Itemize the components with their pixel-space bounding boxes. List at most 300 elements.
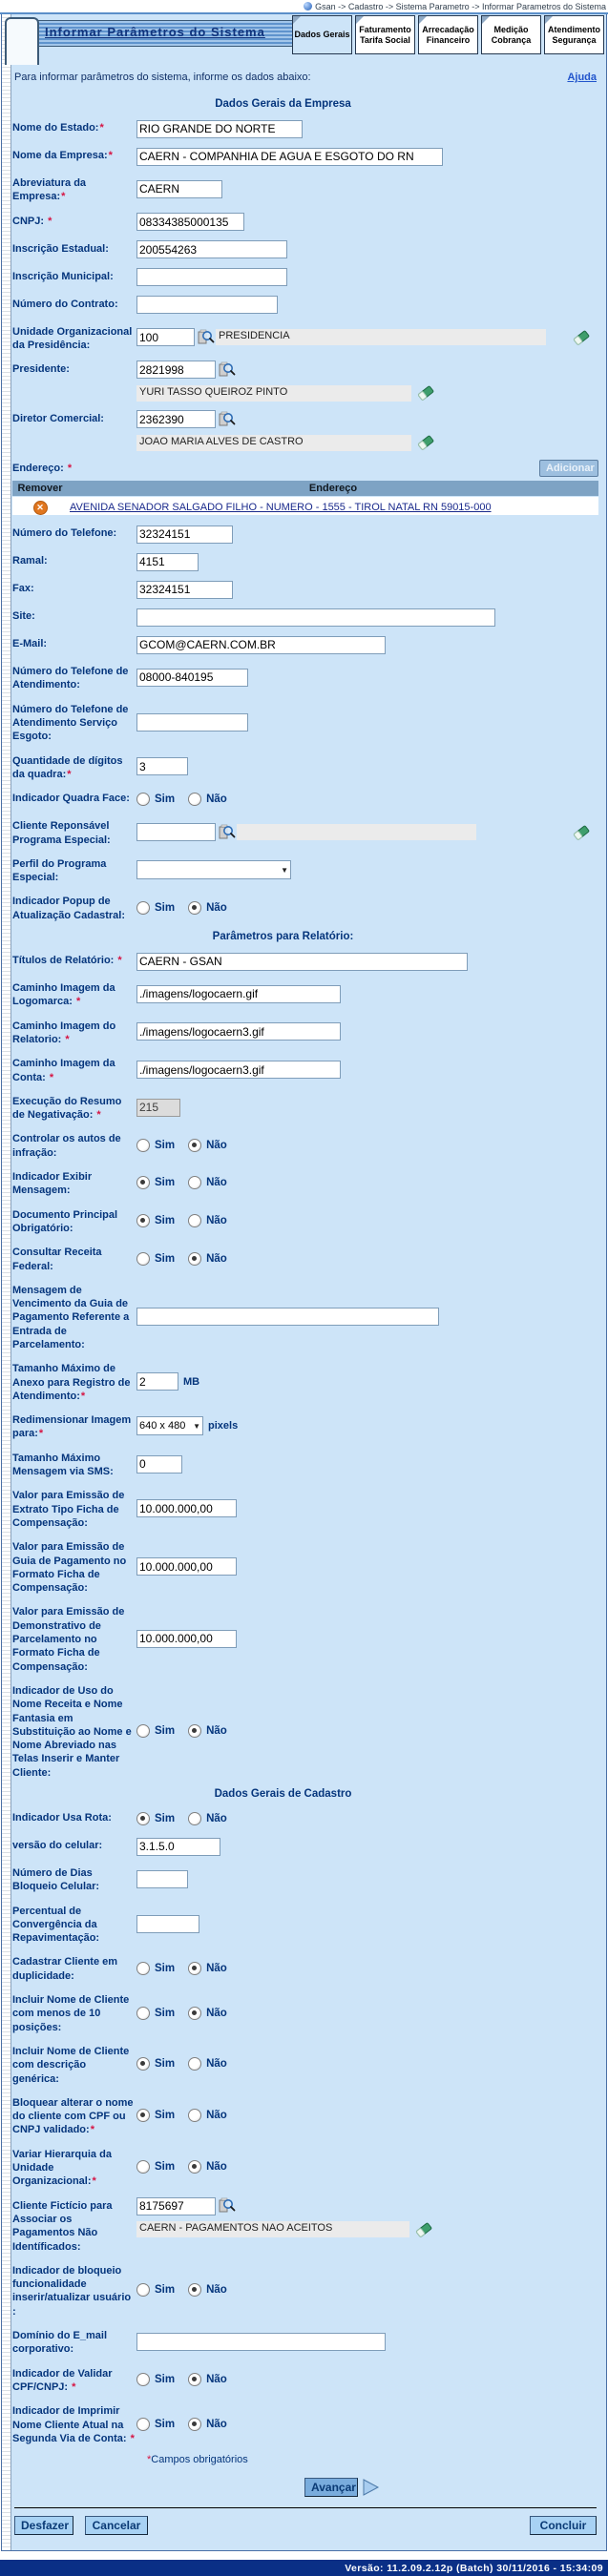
valor-demonstrativo-parcelamento-ficha-label: Valor para Emissão de Demonstrativo de Parcelamento no Formato Ficha de Compensação: [12, 1606, 125, 1673]
controlar-autos-infracao-radio-sim-label: Sim [155, 1139, 176, 1151]
ctl-execucao-resumo-negativacao [135, 1093, 598, 1123]
documento-principal-obrigatorio-radio-sim[interactable] [136, 1214, 150, 1227]
ctl-inscricao-municipal [135, 268, 598, 287]
row-caminho-imagem-logomarca [12, 979, 598, 1009]
ctl-caminho-imagem-relatorio [135, 1018, 598, 1047]
row-variar-hierarquia-unidade [12, 2146, 598, 2189]
incluir-nome-menos-10-posicoes-radio-nao-label: Não [206, 2007, 227, 2019]
incluir-nome-menos-10-posicoes-radio-nao[interactable] [188, 2007, 201, 2020]
required-asterisk: * [49, 1071, 54, 1083]
cliente-ficticio-pagamentos-label: Cliente Fictício para Associar os Pagamentos Não Identíficados: [12, 2199, 113, 2253]
row-percentual-convergencia-repavimentacao [12, 1903, 598, 1946]
ctl-e-mail [135, 635, 598, 654]
bloquear-alterar-nome-cpf-cnpj-radio-nao-label: Não [206, 2110, 227, 2122]
row-cliente-ficticio-pagamentos [12, 2197, 598, 2254]
indicador-exibir-mensagem-radio-sim[interactable] [136, 1176, 150, 1189]
indicador-exibir-mensagem-radio-nao-label: Não [206, 1177, 227, 1189]
presidente-lookup-code [136, 361, 598, 379]
row-controlar-autos-infracao [12, 1130, 598, 1160]
cliente-reponsavel-programa-especial-search-icon[interactable] [219, 824, 237, 841]
ctl-presidente [135, 361, 598, 402]
row-indicador-bloqueio-inserir-atualizar-usuario [12, 2262, 598, 2318]
indicador-quadra-face-radio-nao-label: Não [206, 793, 227, 806]
ctl-numero-do-telefone [135, 525, 598, 544]
required-asterisk: * [64, 463, 73, 475]
variar-hierarquia-unidade-radio-sim[interactable] [136, 2160, 150, 2174]
valor-demonstrativo-parcelamento-ficha-input[interactable] [136, 1630, 237, 1648]
indicador-popup-atualizacao-cadastral-label: Indicador Popup de Atualização Cadastral: [12, 896, 125, 921]
row-numero-dias-bloqueio-celular [12, 1865, 598, 1894]
cliente-ficticio-pagamentos-erase-icon[interactable] [415, 2221, 433, 2238]
tab-faturamento-tarifa-social[interactable]: Faturamento Tarifa Social [355, 15, 415, 54]
presidente-erase-icon[interactable] [417, 384, 435, 402]
ctl-consultar-receita-federal [135, 1244, 598, 1273]
fax-input[interactable] [136, 581, 233, 599]
undo-button[interactable]: Desfazer [14, 2516, 73, 2535]
breadcrumb-text: Gsan -> Cadastro -> Sistema Parametro -> Informar Parametros do Sistema [315, 1, 606, 11]
ctl-mensagem-vencimento-guia [135, 1282, 598, 1351]
ctl-caminho-imagem-conta [135, 1055, 598, 1084]
percentual-convergencia-repavimentacao-label: Percentual de Convergência da Repavimentação: [12, 1905, 100, 1945]
redimensionar-imagem-para-unit-label: pixels [208, 1420, 239, 1432]
tab-dados-gerais[interactable]: Dados Gerais [292, 15, 352, 54]
cliente-reponsavel-programa-especial-description [237, 824, 476, 840]
telefone-atendimento-label: Número do Telefone de Atendimento: [12, 666, 129, 691]
advance-button[interactable]: Avançar [304, 2478, 358, 2497]
indicador-usa-rota-radio-nao[interactable] [188, 1812, 201, 1825]
row-tamanho-maximo-sms [12, 1450, 598, 1479]
required-asterisk: * [48, 215, 52, 227]
corner-tab-decoration [5, 17, 39, 65]
titulos-de-relatorio-label: Títulos de Relatório: * [12, 955, 122, 967]
required-asterisk: * [99, 122, 104, 134]
chevron-down-icon: ▼ [193, 1421, 200, 1431]
indicador-bloqueio-inserir-atualizar-usuario-label: Indicador de bloqueio funcionalidade inserir/atualizar usuário : [12, 2264, 132, 2318]
valor-extrato-ficha-compensacao-label: Valor para Emissão de Extrato Tipo Ficha de Compensação: [12, 1490, 125, 1529]
ctl-telefone-atendimento [135, 663, 598, 692]
cliente-ficticio-pagamentos-search-icon[interactable] [219, 2197, 237, 2215]
indicador-quadra-face-radio-nao[interactable] [188, 793, 201, 806]
variar-hierarquia-unidade-radio-sim-label: Sim [155, 2161, 176, 2174]
required-asterisk: * [130, 2432, 135, 2444]
ctl-indicador-validar-cpf-cnpj [135, 2365, 598, 2395]
bottom-buttons [12, 2516, 606, 2550]
numero-do-telefone-input[interactable] [136, 526, 233, 544]
bloquear-alterar-nome-cpf-cnpj-label: Bloquear alterar o nome do cliente com CPF ou CNPJ validado:* [12, 2096, 134, 2136]
address-table-header [12, 481, 598, 496]
tamanho-maximo-sms-label: Tamanho Máximo Mensagem via SMS: [12, 1452, 114, 1478]
documento-principal-obrigatorio-radio-nao[interactable] [188, 1214, 201, 1227]
address-column-endereco: Endereço [308, 483, 358, 495]
bottom-divider [14, 2507, 597, 2508]
ctl-redimensionar-imagem-para [135, 1412, 598, 1441]
nome-do-estado-input[interactable] [136, 120, 303, 138]
row-telefone-atendimento [12, 663, 598, 692]
diretor-comercial-erase-icon[interactable] [417, 434, 435, 451]
row-ramal [12, 552, 598, 571]
cliente-reponsavel-programa-especial-label: Cliente Reponsável Programa Especial: [12, 820, 111, 846]
unidade-organizacional-presidencia-search-icon[interactable] [198, 329, 216, 346]
row-inscricao-estadual [12, 240, 598, 259]
row-bloquear-alterar-nome-cpf-cnpj [12, 2094, 598, 2137]
indicador-validar-cpf-cnpj-radio-nao[interactable] [188, 2373, 201, 2386]
numero-dias-bloqueio-celular-label: Número de Dias Bloqueio Celular: [12, 1867, 100, 1893]
cadastrar-cliente-duplicidade-radio-sim[interactable] [136, 1962, 150, 1975]
ctl-diretor-comercial [135, 410, 598, 451]
dominio-email-corporativo-input[interactable] [136, 2333, 386, 2351]
row-quantidade-digitos-quadra [12, 752, 598, 782]
unidade-organizacional-presidencia-description: PRESIDENCIA [216, 329, 546, 345]
perfil-do-programa-especial-label: Perfil do Programa Especial: [12, 857, 107, 884]
tab-medicao-cobranca[interactable]: Medição Cobrança [481, 15, 541, 54]
indicador-uso-nome-receita-radio-sim-label: Sim [155, 1724, 176, 1737]
indicador-uso-nome-receita-radio-nao[interactable] [188, 1724, 201, 1738]
row-indicador-uso-nome-receita [12, 1682, 598, 1780]
cliente-ficticio-pagamentos-description: CAERN - PAGAMENTOS NAO ACEITOS [136, 2221, 409, 2237]
cliente-reponsavel-programa-especial-lookup [136, 823, 598, 841]
row-numero-do-contrato [12, 296, 598, 315]
required-asterisk: * [96, 1109, 101, 1122]
row-dominio-email-corporativo [12, 2327, 598, 2357]
diretor-comercial-search-icon[interactable] [219, 411, 237, 428]
presidente-lookup-desc [136, 384, 598, 402]
indicador-popup-atualizacao-cadastral-radio-nao-label: Não [206, 901, 227, 914]
row-titulos-de-relatorio [12, 952, 598, 971]
cliente-reponsavel-programa-especial-input[interactable] [136, 823, 216, 841]
row-redimensionar-imagem-para [12, 1412, 598, 1441]
required-asterisk: * [67, 768, 72, 780]
ctl-valor-extrato-ficha-compensacao [135, 1487, 598, 1530]
intro-text: Para informar parâmetros do sistema, informe os dados abaixo: [14, 72, 311, 83]
cancel-button[interactable]: Cancelar [85, 2516, 148, 2535]
indicador-uso-nome-receita-radio-nao-label: Não [206, 1724, 227, 1737]
unidade-organizacional-presidencia-input[interactable] [136, 328, 195, 346]
intro-row [12, 70, 606, 93]
indicador-usa-rota-label: Indicador Usa Rota: [12, 1812, 112, 1824]
versao-do-celular-input[interactable] [136, 1838, 220, 1856]
indicador-usa-rota-radio-sim-label: Sim [155, 1813, 176, 1824]
indicador-uso-nome-receita-label: Indicador de Uso do Nome Receita e Nome Fantasia em Substituição ao Nome e Nome Abreviado nas Telas Inserir e Manter Cliente: [12, 1684, 132, 1779]
indicador-imprimir-nome-segunda-via-label: Indicador de Imprimir Nome Cliente Atual na Segunda Via de Conta: * [12, 2405, 135, 2444]
diretor-comercial-input[interactable] [136, 410, 216, 428]
required-asterisk: * [147, 2454, 152, 2466]
consultar-receita-federal-radio-sim[interactable] [136, 1252, 150, 1266]
ctl-cliente-ficticio-pagamentos [135, 2197, 598, 2254]
indicador-uso-nome-receita-radio-sim[interactable] [136, 1724, 150, 1738]
versao-do-celular-label: versão do celular: [12, 1840, 103, 1851]
indicador-validar-cpf-cnpj-radio-sim[interactable] [136, 2373, 150, 2386]
valor-guia-pagamento-ficha-compensacao-input[interactable] [136, 1557, 237, 1576]
ctl-tamanho-maximo-sms [135, 1450, 598, 1479]
ctl-controlar-autos-infracao [135, 1130, 598, 1160]
caminho-imagem-relatorio-input[interactable] [136, 1022, 341, 1041]
redimensionar-imagem-para-select[interactable] [136, 1416, 203, 1435]
row-numero-do-telefone [12, 525, 598, 544]
numero-do-contrato-label: Número do Contrato: [12, 298, 118, 310]
add-address-button[interactable]: Adicionar [539, 460, 598, 477]
inscricao-municipal-label: Inscrição Municipal: [12, 270, 114, 282]
caminho-imagem-logomarca-input[interactable] [136, 985, 341, 1003]
indicador-bloqueio-inserir-atualizar-usuario-radio-sim-label: Sim [155, 2284, 176, 2297]
diretor-comercial-lookup-desc [136, 434, 598, 451]
nome-da-empresa-label: Nome da Empresa:* [12, 150, 113, 161]
indicador-validar-cpf-cnpj-label: Indicador de Validar CPF/CNPJ: * [12, 2367, 113, 2393]
ctl-inscricao-estadual [135, 240, 598, 259]
row-diretor-comercial [12, 410, 598, 451]
telefone-atendimento-esgoto-label: Número do Telefone de Atendimento Serviço Esgoto: [12, 703, 129, 743]
numero-do-contrato-input[interactable] [136, 296, 278, 314]
controlar-autos-infracao-radio-sim[interactable] [136, 1139, 150, 1152]
ctl-unidade-organizacional-presidencia [135, 323, 598, 353]
ctl-indicador-popup-atualizacao-cadastral [135, 893, 598, 922]
row-cnpj [12, 213, 598, 232]
help-ball-icon[interactable] [304, 2, 312, 10]
perfil-do-programa-especial-select[interactable] [136, 860, 291, 879]
controlar-autos-infracao-radio-nao-label: Não [206, 1139, 227, 1151]
version-footer: Versão: 11.2.09.2.12p (Batch) 30/11/2016 - 15:34:09 [0, 2560, 608, 2576]
row-presidente [12, 361, 598, 402]
variar-hierarquia-unidade-label: Variar Hierarquia da Unidade Organizacional:* [12, 2148, 112, 2188]
indicador-popup-atualizacao-cadastral-radio-nao[interactable] [188, 901, 201, 915]
indicador-popup-atualizacao-cadastral-radio-sim[interactable] [136, 901, 150, 915]
address-remove-cell [12, 498, 68, 515]
ctl-valor-demonstrativo-parcelamento-ficha [135, 1603, 598, 1673]
row-abreviatura-da-empresa [12, 175, 598, 204]
ctl-indicador-bloqueio-inserir-atualizar-usuario [135, 2262, 598, 2318]
e-mail-label: E-Mail: [12, 638, 48, 650]
row-cliente-reponsavel-programa-especial [12, 817, 598, 847]
tab-arrecadacao-financeiro[interactable]: Arrecadação Financeiro [418, 15, 478, 54]
indicador-validar-cpf-cnpj-radio-nao-label: Não [206, 2373, 227, 2385]
quantidade-digitos-quadra-input[interactable] [136, 757, 188, 775]
help-link[interactable]: Ajuda [567, 72, 597, 83]
indicador-exibir-mensagem-radio-sim-label: Sim [155, 1177, 176, 1189]
row-incluir-nome-menos-10-posicoes [12, 1991, 598, 2034]
required-asterisk: * [61, 191, 66, 203]
ramal-input[interactable] [136, 553, 199, 571]
caminho-imagem-conta-input[interactable] [136, 1061, 341, 1079]
row-inscricao-municipal [12, 268, 598, 287]
indicador-imprimir-nome-segunda-via-radio-nao[interactable] [188, 2418, 201, 2431]
required-fields-note: *Campos obrigatórios [147, 2454, 248, 2466]
right-arrow-icon [362, 2477, 381, 2498]
controlar-autos-infracao-radio-nao[interactable] [188, 1139, 201, 1152]
tab-atendimento-seguranca[interactable]: Atendimento Segurança [544, 15, 604, 54]
indicador-usa-rota-radio-nao-label: Não [206, 1813, 227, 1824]
ctl-numero-do-contrato [135, 296, 598, 315]
required-asterisk: * [38, 1428, 44, 1440]
indicador-usa-rota-radio-sim[interactable] [136, 1812, 150, 1825]
address-link[interactable]: AVENIDA SENADOR SALGADO FILHO - NUMERO - 1555 - TIROL NATAL RN 59015-000 [70, 501, 492, 513]
ctl-indicador-quadra-face [135, 790, 598, 809]
fax-label: Fax: [12, 583, 34, 595]
incluir-nome-descricao-generica-radio-sim-label: Sim [155, 2058, 176, 2071]
indicador-popup-atualizacao-cadastral-radio-sim-label: Sim [155, 901, 176, 914]
bloquear-alterar-nome-cpf-cnpj-radio-nao[interactable] [188, 2109, 201, 2122]
presidente-input[interactable] [136, 361, 216, 379]
variar-hierarquia-unidade-radio-nao-label: Não [206, 2161, 227, 2174]
incluir-nome-menos-10-posicoes-radio-sim[interactable] [136, 2007, 150, 2020]
abreviatura-da-empresa-input[interactable] [136, 180, 222, 198]
section-heading-dados-gerais-da-empresa: Dados Gerais da Empresa [215, 98, 351, 110]
consultar-receita-federal-radio-nao[interactable] [188, 1252, 201, 1266]
unidade-organizacional-presidencia-label: Unidade Organizacional da Presidência: [12, 325, 133, 351]
perfil-do-programa-especial-selected-value [139, 864, 142, 876]
indicador-bloqueio-inserir-atualizar-usuario-radio-nao[interactable] [188, 2283, 201, 2297]
tab-bar [292, 15, 604, 54]
ctl-incluir-nome-menos-10-posicoes [135, 1991, 598, 2034]
redimensionar-imagem-para-label: Redimensionar Imagem para:* [12, 1414, 132, 1440]
row-indicador-quadra-face [12, 790, 598, 809]
cliente-ficticio-pagamentos-lookup-code [136, 2197, 598, 2215]
indicador-exibir-mensagem-radio-nao[interactable] [188, 1176, 201, 1189]
indicador-bloqueio-inserir-atualizar-usuario-radio-nao-label: Não [206, 2284, 227, 2297]
execucao-resumo-negativacao-label: Execução do Resumo de Negativação: * [12, 1095, 122, 1122]
telefone-atendimento-input[interactable] [136, 669, 248, 687]
indicador-bloqueio-inserir-atualizar-usuario-radio-sim[interactable] [136, 2283, 150, 2297]
tamanho-maximo-anexo-label: Tamanho Máximo de Anexo para Registro de Atendimento:* [12, 1363, 131, 1402]
address-column-remover: Remover [17, 483, 63, 495]
address-label-row [12, 460, 598, 477]
percentual-convergencia-repavimentacao-input[interactable] [136, 1915, 199, 1933]
address-section [12, 460, 598, 515]
cliente-reponsavel-programa-especial-erase-icon[interactable] [573, 824, 591, 841]
required-asterisk: * [108, 150, 113, 161]
cadastrar-cliente-duplicidade-radio-nao[interactable] [188, 1962, 201, 1975]
incluir-nome-descricao-generica-radio-nao[interactable] [188, 2057, 201, 2071]
mensagem-vencimento-guia-label: Mensagem de Vencimento da Guia de Pagamento Referente a Entrada de Parcelamento: [12, 1284, 130, 1350]
row-nome-do-estado [12, 119, 598, 138]
row-unidade-organizacional-presidencia [12, 323, 598, 353]
ctl-site [135, 608, 598, 627]
advance-row [12, 2477, 606, 2498]
telefone-atendimento-esgoto-input[interactable] [136, 713, 248, 732]
valor-guia-pagamento-ficha-compensacao-label: Valor para Emissão de Guia de Pagamento no Formato Ficha de Compensação: [12, 1541, 127, 1595]
ramal-label: Ramal: [12, 555, 48, 567]
titulos-de-relatorio-input[interactable] [136, 953, 468, 971]
caminho-imagem-logomarca-label: Caminho Imagem da Logomarca: * [12, 982, 115, 1008]
row-versao-do-celular [12, 1837, 598, 1856]
bloquear-alterar-nome-cpf-cnpj-radio-sim-label: Sim [155, 2110, 176, 2122]
row-caminho-imagem-conta [12, 1055, 598, 1084]
main-container [1, 14, 607, 2551]
row-execucao-resumo-negativacao [12, 1093, 598, 1123]
row-fax [12, 580, 598, 599]
caminho-imagem-conta-label: Caminho Imagem da Conta: * [12, 1058, 115, 1083]
indicador-quadra-face-label: Indicador Quadra Face: [12, 793, 130, 805]
dominio-email-corporativo-label: Domínio do E_mail corporativo: [12, 2330, 108, 2356]
indicador-imprimir-nome-segunda-via-radio-sim[interactable] [136, 2418, 150, 2431]
row-valor-guia-pagamento-ficha-compensacao [12, 1538, 598, 1595]
cliente-ficticio-pagamentos-input[interactable] [136, 2197, 216, 2215]
ctl-cadastrar-cliente-duplicidade [135, 1953, 598, 1983]
presidente-search-icon[interactable] [219, 361, 237, 379]
ctl-caminho-imagem-logomarca [135, 979, 598, 1009]
ctl-indicador-exibir-mensagem [135, 1168, 598, 1198]
ctl-perfil-do-programa-especial [135, 855, 598, 885]
remove-address-icon[interactable]: ✕ [33, 501, 48, 515]
inscricao-municipal-input[interactable] [136, 268, 287, 286]
row-indicador-validar-cpf-cnpj [12, 2365, 598, 2395]
tamanho-maximo-sms-input[interactable] [136, 1455, 182, 1473]
valor-extrato-ficha-compensacao-input[interactable] [136, 1499, 237, 1517]
unidade-organizacional-presidencia-lookup [136, 328, 598, 346]
ctl-indicador-imprimir-nome-segunda-via [135, 2402, 598, 2445]
ctl-ramal [135, 552, 598, 571]
consultar-receita-federal-radio-sim-label: Sim [155, 1252, 176, 1265]
numero-dias-bloqueio-celular-input[interactable] [136, 1870, 188, 1888]
ctl-fax [135, 580, 598, 599]
required-asterisk: * [92, 2175, 96, 2188]
indicador-quadra-face-radio-sim-label: Sim [155, 793, 176, 806]
mensagem-vencimento-guia-input[interactable] [136, 1308, 439, 1326]
incluir-nome-descricao-generica-radio-sim[interactable] [136, 2057, 150, 2071]
breadcrumb [0, 0, 608, 12]
bloquear-alterar-nome-cpf-cnpj-radio-sim[interactable] [136, 2109, 150, 2122]
diretor-comercial-label: Diretor Comercial: [12, 413, 104, 425]
required-asterisk: * [76, 996, 81, 1008]
row-documento-principal-obrigatorio [12, 1206, 598, 1236]
ctl-tamanho-maximo-anexo [135, 1360, 598, 1403]
ctl-quantidade-digitos-quadra [135, 752, 598, 782]
unidade-organizacional-presidencia-erase-icon[interactable] [573, 329, 591, 346]
row-indicador-popup-atualizacao-cadastral [12, 893, 598, 922]
variar-hierarquia-unidade-radio-nao[interactable] [188, 2160, 201, 2174]
ctl-numero-dias-bloqueio-celular [135, 1865, 598, 1894]
cadastrar-cliente-duplicidade-radio-nao-label: Não [206, 1962, 227, 1974]
nome-da-empresa-input[interactable] [136, 148, 443, 166]
site-label: Site: [12, 610, 35, 623]
indicador-validar-cpf-cnpj-radio-sim-label: Sim [155, 2373, 176, 2385]
ctl-telefone-atendimento-esgoto [135, 701, 598, 744]
diretor-comercial-lookup-code [136, 410, 598, 428]
inscricao-estadual-label: Inscrição Estadual: [12, 242, 109, 255]
execucao-resumo-negativacao-input[interactable] [136, 1099, 180, 1117]
row-nome-da-empresa [12, 147, 598, 166]
tamanho-maximo-anexo-input[interactable] [136, 1372, 178, 1391]
indicador-imprimir-nome-segunda-via-radio-nao-label: Não [206, 2418, 227, 2430]
incluir-nome-descricao-generica-label: Incluir Nome de Cliente com descrição genérica: [12, 2045, 130, 2085]
controlar-autos-infracao-label: Controlar os autos de infração: [12, 1133, 121, 1159]
ctl-documento-principal-obrigatorio [135, 1206, 598, 1236]
row-valor-extrato-ficha-compensacao [12, 1487, 598, 1530]
documento-principal-obrigatorio-radio-nao-label: Não [206, 1214, 227, 1226]
row-indicador-exibir-mensagem [12, 1168, 598, 1198]
ctl-valor-guia-pagamento-ficha-compensacao [135, 1538, 598, 1595]
incluir-nome-descricao-generica-radio-nao-label: Não [206, 2058, 227, 2071]
address-cell [68, 498, 598, 515]
inscricao-estadual-input[interactable] [136, 240, 287, 258]
ctl-incluir-nome-descricao-generica [135, 2043, 598, 2086]
row-incluir-nome-descricao-generica [12, 2043, 598, 2086]
redimensionar-imagem-para-selected-value: 640 x 480 [139, 1420, 186, 1432]
cadastrar-cliente-duplicidade-label: Cadastrar Cliente em duplicidade: [12, 1956, 118, 1982]
cnpj-label: CNPJ: * [12, 215, 52, 227]
required-asterisk: * [80, 1390, 86, 1402]
row-valor-demonstrativo-parcelamento-ficha [12, 1603, 598, 1673]
cnpj-input[interactable] [136, 213, 244, 231]
numero-do-telefone-label: Número do Telefone: [12, 527, 117, 540]
finish-button[interactable]: Concluir [530, 2516, 597, 2535]
indicador-quadra-face-radio-sim[interactable] [136, 793, 150, 806]
incluir-nome-menos-10-posicoes-label: Incluir Nome de Cliente com menos de 10 posições: [12, 1994, 130, 2033]
ctl-cliente-reponsavel-programa-especial [135, 817, 598, 847]
site-input[interactable] [136, 608, 495, 627]
e-mail-input[interactable] [136, 636, 386, 654]
tamanho-maximo-anexo-unit-label: MB [183, 1375, 200, 1388]
required-asterisk: * [72, 2380, 76, 2393]
ctl-nome-da-empresa [135, 147, 598, 166]
